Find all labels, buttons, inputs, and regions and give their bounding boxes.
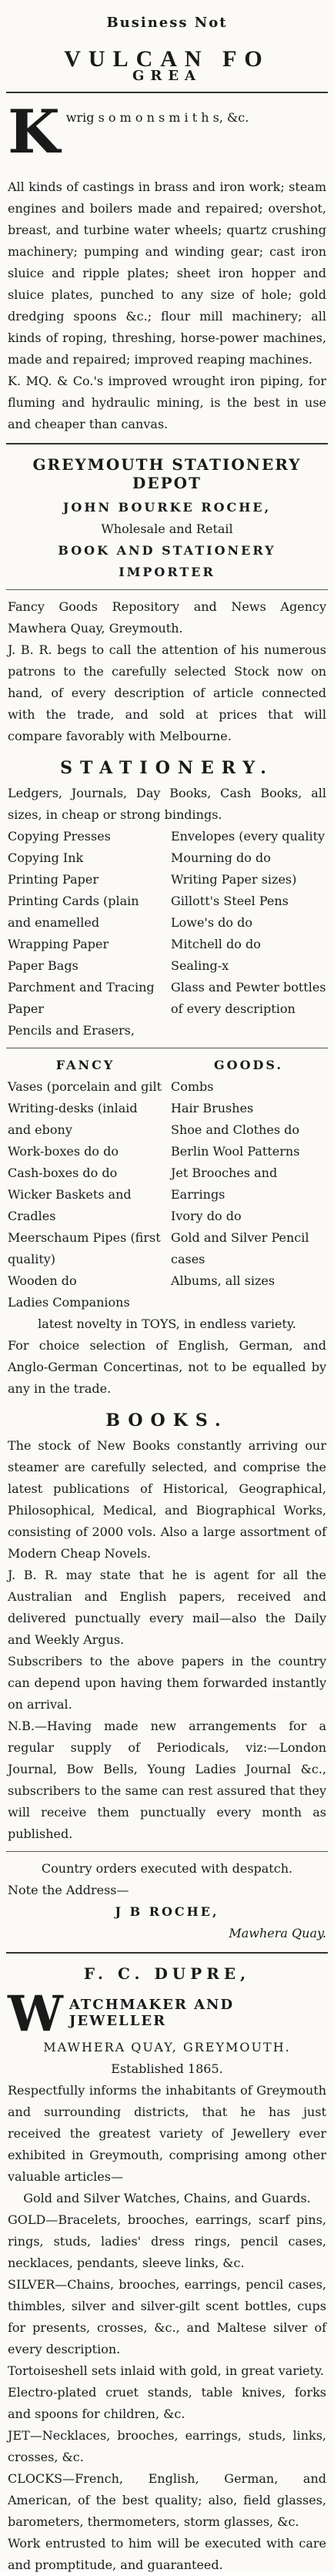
fancy-right-list [171,1076,326,1313]
divider [6,92,328,93]
list-item: Shoe and Clothes do [171,1122,299,1137]
masthead: Business Not [106,15,228,31]
list-item: Vases (porcelain and gilt [8,1079,162,1094]
list-item: Writing-desks (inlaid and ebony [8,1101,138,1137]
list-item: Wrapping Paper [8,937,109,951]
iron-piping-paragraph: K. MQ. & Co.'s improved wrought iron piping, for fluming and hydraulic mining, is the best in use and cheaper than canvas. [8,374,326,431]
dupre-intro: Respectfully informs the inhabitants of Greymouth and surrounding districts, that he has just received the greatest variety of Jewellery ever exhibited in Greymouth, comprising among other valuable articles— [8,2083,326,2184]
list-item: Hair Brushes [171,1101,254,1115]
divider [6,443,328,444]
country-orders: Country orders executed with despatch. [41,1861,293,1876]
books-stock: The stock of New Books constantly arriving our steamer are carefully selected, and comprise the latest publications of Historical, Geographical, Philosophical, Medical, and Biographical Works, consisting of 2000 vols. Also a large assortment of Modern Cheap Novels. [8,1438,326,1561]
list-item: Gillott's Steel Pens [171,894,289,908]
books-nb: N.B.—Having made new arrangements for a regular supply of Periodicals, viz:—London Journal, Bow Bells, Young Ladies Journal &c., subscribers to the same can rest assured that they will receive them punctually every month as published. [8,1719,326,1841]
address-name: J B ROCHE, [115,1904,219,1919]
dupre-drop-cap: W [8,1985,63,2043]
dupre-electro: Electro-plated cruet stands, table knives, forks and spoons for children, &c. [8,2385,326,2421]
k-line2: wrig s o m o n s m i t h s, &c. [65,110,249,125]
list-item: Work-boxes do do [8,1144,119,1159]
address-place: Mawhera Quay. [229,1926,326,1940]
list-item: Printing Cards (plain and enamelled [8,894,139,930]
fancy-heading-right: GOODS. [214,1058,283,1072]
fancy-lists [8,1076,326,1313]
list-item: Ivory do do [171,1209,242,1223]
fancy-goods-title [8,1055,326,1076]
list-item: Mourning do do [171,850,271,865]
books-subscribers: Subscribers to the above papers in the country can depend upon having them forwarded instantly on arrival. [8,1654,326,1712]
list-item: Paper Bags [8,958,78,973]
list-item: Wooden do [8,1273,77,1288]
list-item: Ladies Companions [8,1295,130,1310]
divider [6,589,328,590]
divider [6,1952,328,1954]
dupre-subtitle: ATCHMAKER AND JEWELLER [68,1997,235,2029]
dupre-title: F. C. DUPRE, [83,1964,251,1983]
intro-paragraph: J. B. R. begs to call the attention of his numerous patrons to the carefully selected Stock now on hand, of every description of article connected with the trade, and sold at prices that will compare favorably with Melbourne. [8,642,326,743]
castings-paragraph: All kinds of castings in brass and iron work; steam engines and boilers made and repaired; overshot, breast, and turbine water wheels; quartz crushing machinery; pumping and winding gear; cast iron sluice and ripple plates; sheet iron hopper and sluice plates, punched to any size of hole; gold dredging spoons &c.; flour mill machinery; all kinds of roping, threshing, horse-power machines, made and repaired; improved reaping machines. [8,179,326,367]
dupre-silver: SILVER—Chains, brooches, earrings, pencil cases, thimbles, silver and silver-gilt scent bottles, cups for presents, crosses, &c., and Maltese silver of every description. [8,2277,326,2356]
agency-line: Fancy Goods Repository and News Agency Mawhera Quay, Greymouth. [8,599,326,636]
dupre-established: Established 1865. [111,2061,223,2076]
dupre-jet: JET—Necklaces, brooches, earrings, studs, links, crosses, &c. [8,2428,326,2464]
divider [6,1851,328,1852]
list-item: Glass and Pewter bottles of every description [171,980,326,1016]
dupre-gold: GOLD—Bracelets, brooches, earrings, scarf pins, rings, studs, ladies' dress rings, pencil cases, necklaces, pendants, sleeve links, &c. [8,2212,326,2270]
stationery-right-list [171,826,326,1041]
books-heading: BOOKS. [105,1410,229,1431]
list-item: Writing Paper sizes) [171,872,297,887]
fancy-heading-left: FANCY [55,1058,115,1072]
list-item: Parchment and Tracing Paper [8,980,155,1016]
list-item: Albums, all sizes [171,1273,276,1288]
list-item: Gold and Silver Pencil cases [171,1230,309,1266]
list-item: Cash-boxes do do [8,1166,118,1180]
list-item: Jet Brooches and Earrings [171,1166,278,1202]
list-item: Printing Paper [8,872,99,887]
list-item: Combs [171,1079,214,1094]
concertinas-line: For choice selection of English, German, and Anglo-German Concertinas, not to be equalled by any in the trade. [8,1338,326,1396]
stationery-depot-title: GREYMOUTH STATIONERY DEPOT [32,455,302,492]
dupre-gold-silver: Gold and Silver Watches, Chains, and Guards. [23,2191,311,2205]
list-item: Envelopes (every quality [171,829,326,844]
dupre-tortoise: Tortoiseshell sets inlaid with gold, in great variety. [8,2363,325,2378]
list-item: Mitchell do do [171,937,261,951]
list-item: Meerschaum Pipes (first quality) [8,1230,161,1266]
dupre-work: Work entrusted to him will be executed with care and promptitude, and guaranteed. [8,2536,326,2572]
stationery-heading: STATIONERY. [60,758,274,778]
stationery-left-list [8,826,163,1041]
stationery-lists [8,826,326,1041]
wholesale-line: Wholesale and Retail [101,522,233,536]
vulcan-title: VULCAN FO [64,46,270,72]
note-address: Note the Address— [8,1883,129,1897]
books-agent: J. B. R. may state that he is agent for all the Australian and English papers, received and delivered punctually every mail—also the Daily and Weekly Argus. [8,1568,326,1647]
list-item: Copying Ink [8,850,84,865]
drop-cap: K [8,97,60,167]
list-item: Berlin Wool Patterns [171,1144,300,1159]
dupre-quay: MAWHERA QUAY, GREYMOUTH. [43,2040,291,2054]
great-subtitle: GREA [132,68,202,84]
importer-line: BOOK AND STATIONERY IMPORTER [58,543,276,579]
list-item: Pencils and Erasers, [8,1023,135,1038]
dupre-clocks: CLOCKS—French, English, German, and American, of the best quality; also, field glasses, barometers, thermometers, storm glasses, &c. [8,2471,326,2529]
fancy-left-list [8,1076,163,1313]
list-item: Lowe's do do [171,915,252,930]
list-item: Copying Presses [8,829,111,844]
list-item: Sealing-x [171,958,229,973]
toys-line: latest novelty in TOYS, in endless variety. [38,1317,296,1331]
ledgers-line: Ledgers, Journals, Day Books, Cash Books, all sizes, in cheap or strong bindings. [8,786,326,822]
list-item: Wicker Baskets and Cradles [8,1187,132,1223]
owner-name: JOHN BOURKE ROCHE, [62,500,272,515]
